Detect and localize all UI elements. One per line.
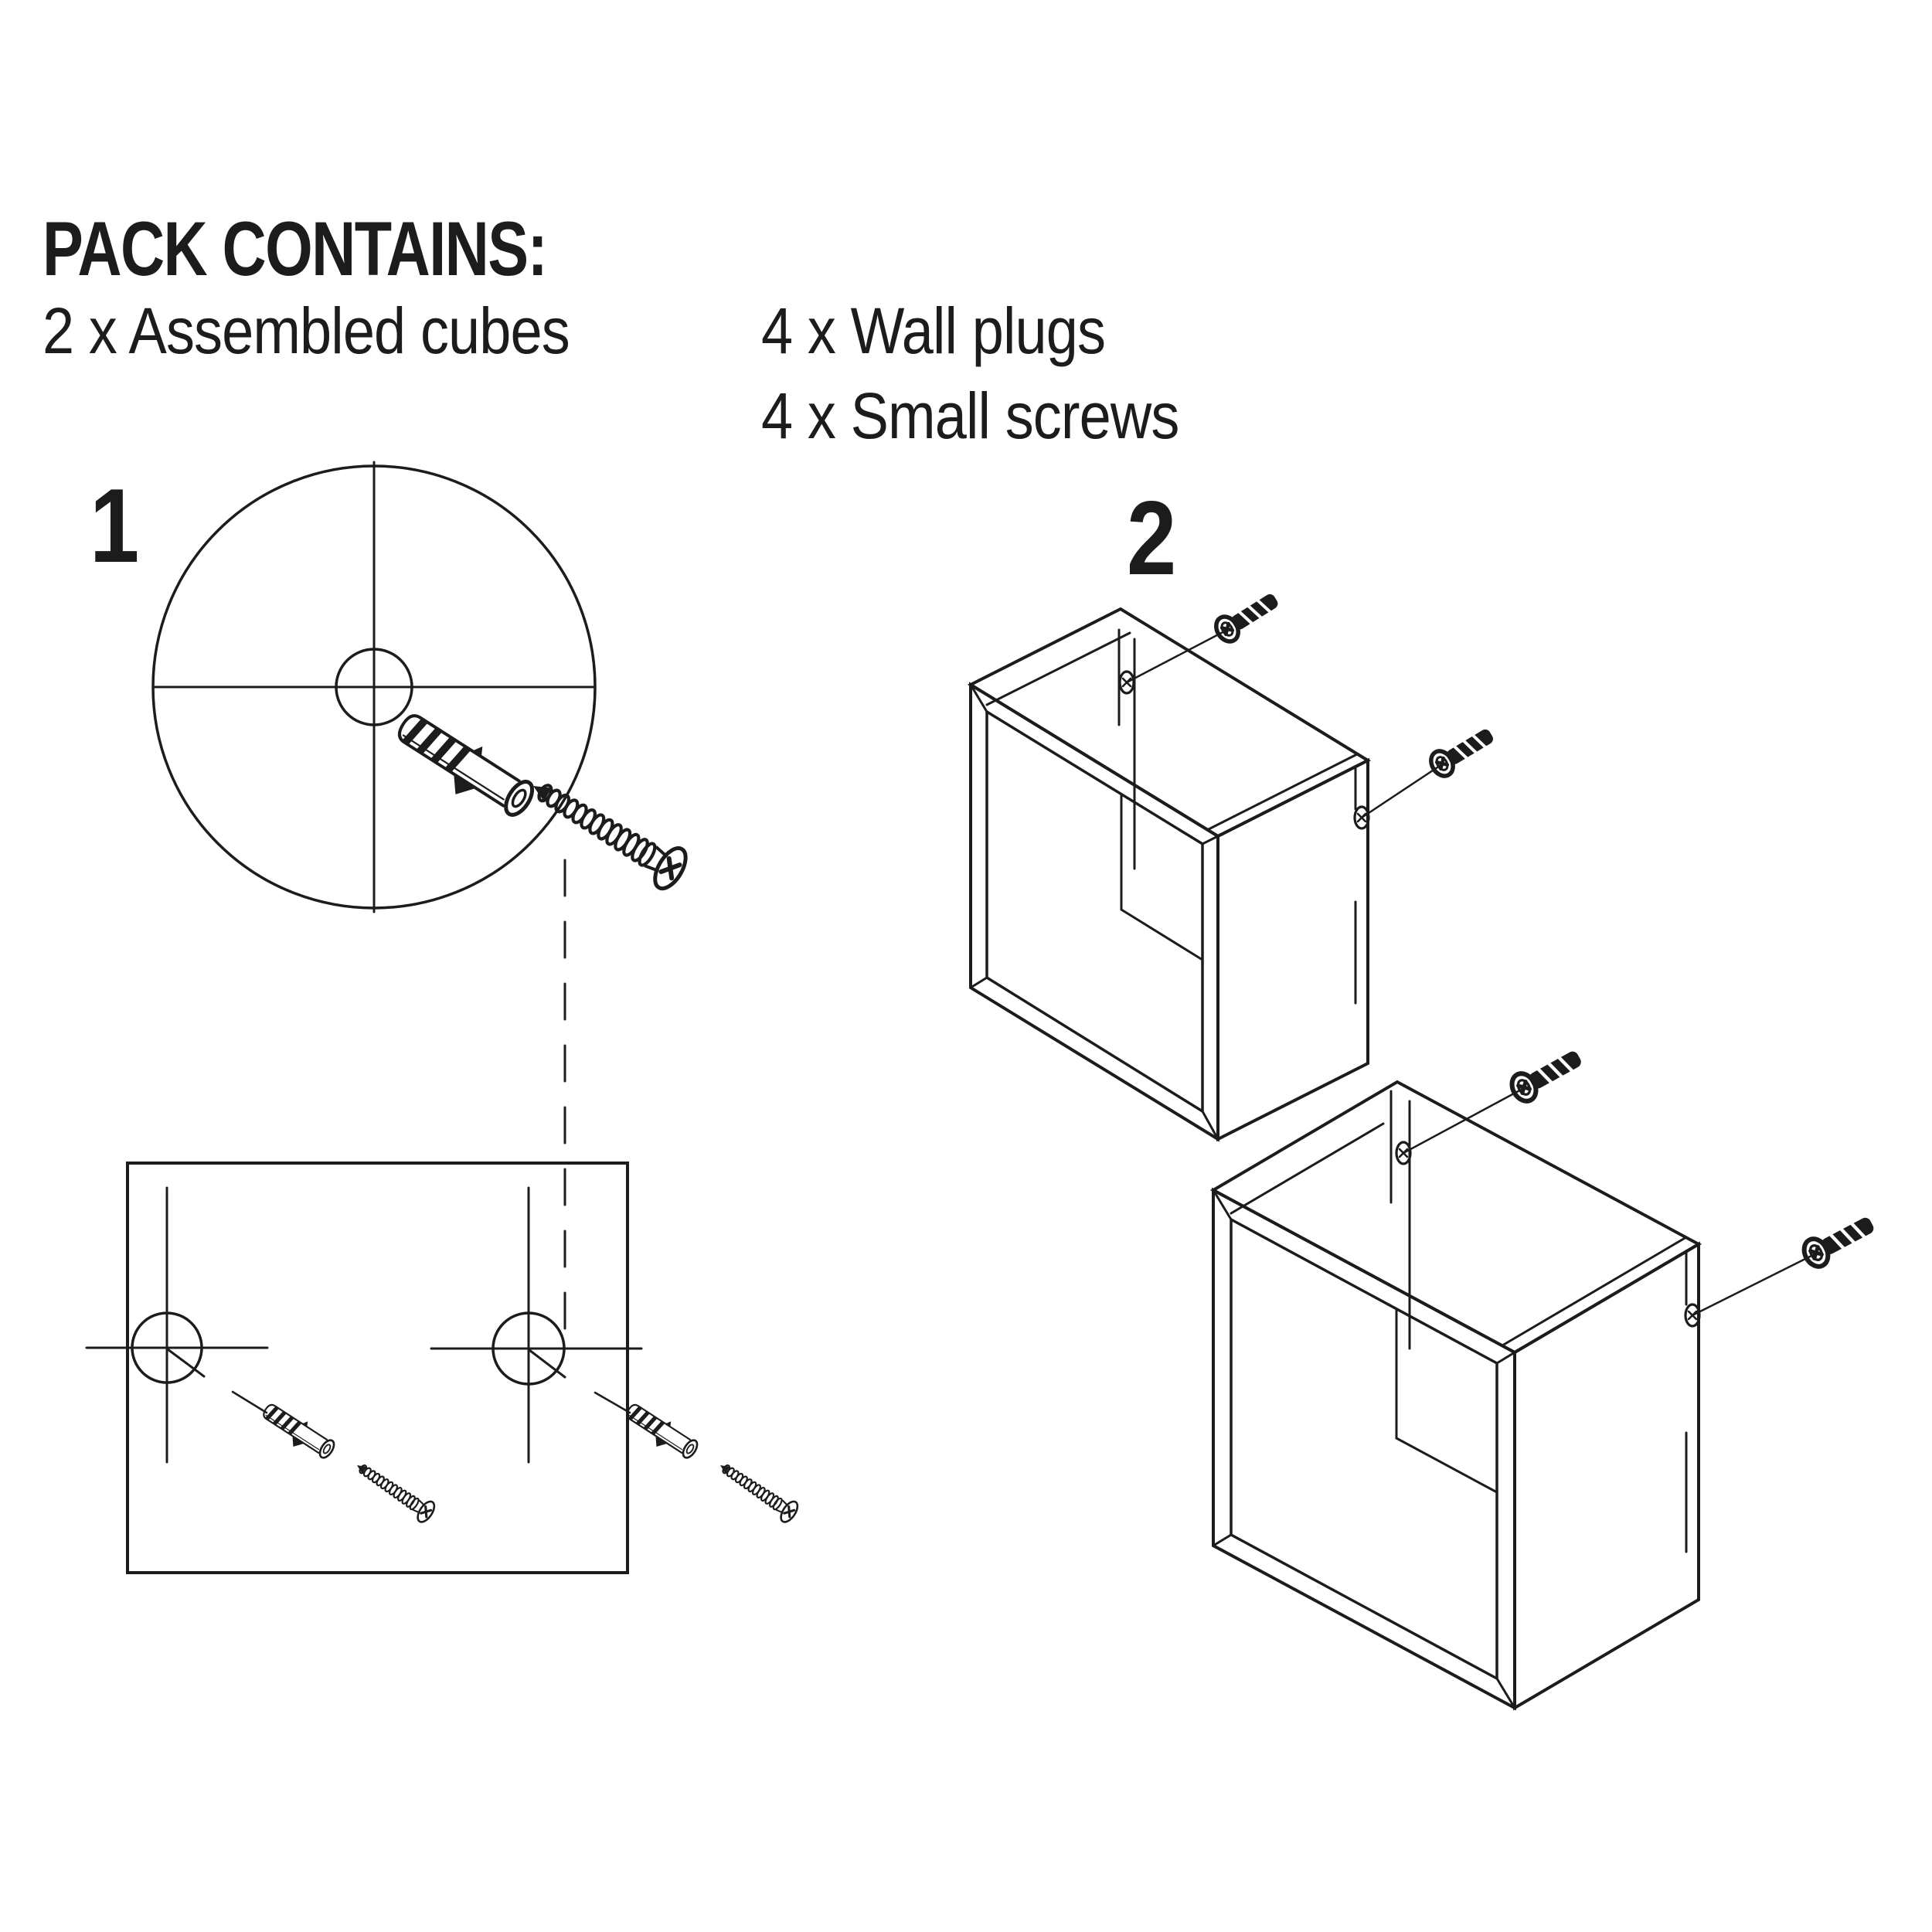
pack-item-assembled-cubes: 2 x Assembled cubes <box>43 294 570 367</box>
step-1-number: 1 <box>90 467 140 584</box>
mounting-screw-icon <box>1507 1044 1586 1105</box>
pack-item-small-screws: 4 x Small screws <box>761 379 1179 452</box>
wall-cube-icon <box>1213 1044 1879 1708</box>
wood-screw-icon <box>714 1455 801 1525</box>
mounting-screw-icon <box>1800 1210 1879 1270</box>
step-2-number: 2 <box>1127 479 1177 597</box>
wood-screw-icon <box>522 767 692 893</box>
drill-hole-detail-icon <box>153 462 595 912</box>
wall-plug-icon <box>257 1399 338 1466</box>
wall-cube-icon <box>971 587 1498 1139</box>
wall-panel <box>87 1163 801 1573</box>
mounting-screw-icon <box>1212 587 1283 645</box>
drill-point-crosshair-icon <box>87 1188 267 1462</box>
pack-item-wall-plugs: 4 x Wall plugs <box>761 294 1106 367</box>
wall-plug-icon <box>620 1399 701 1466</box>
pack-contains-title: PACK CONTAINS: <box>43 206 547 291</box>
mounting-screw-icon <box>1427 723 1498 780</box>
wall-plug-icon <box>386 704 540 830</box>
wood-screw-icon <box>351 1455 438 1525</box>
drill-point-crosshair-icon <box>431 1188 641 1462</box>
